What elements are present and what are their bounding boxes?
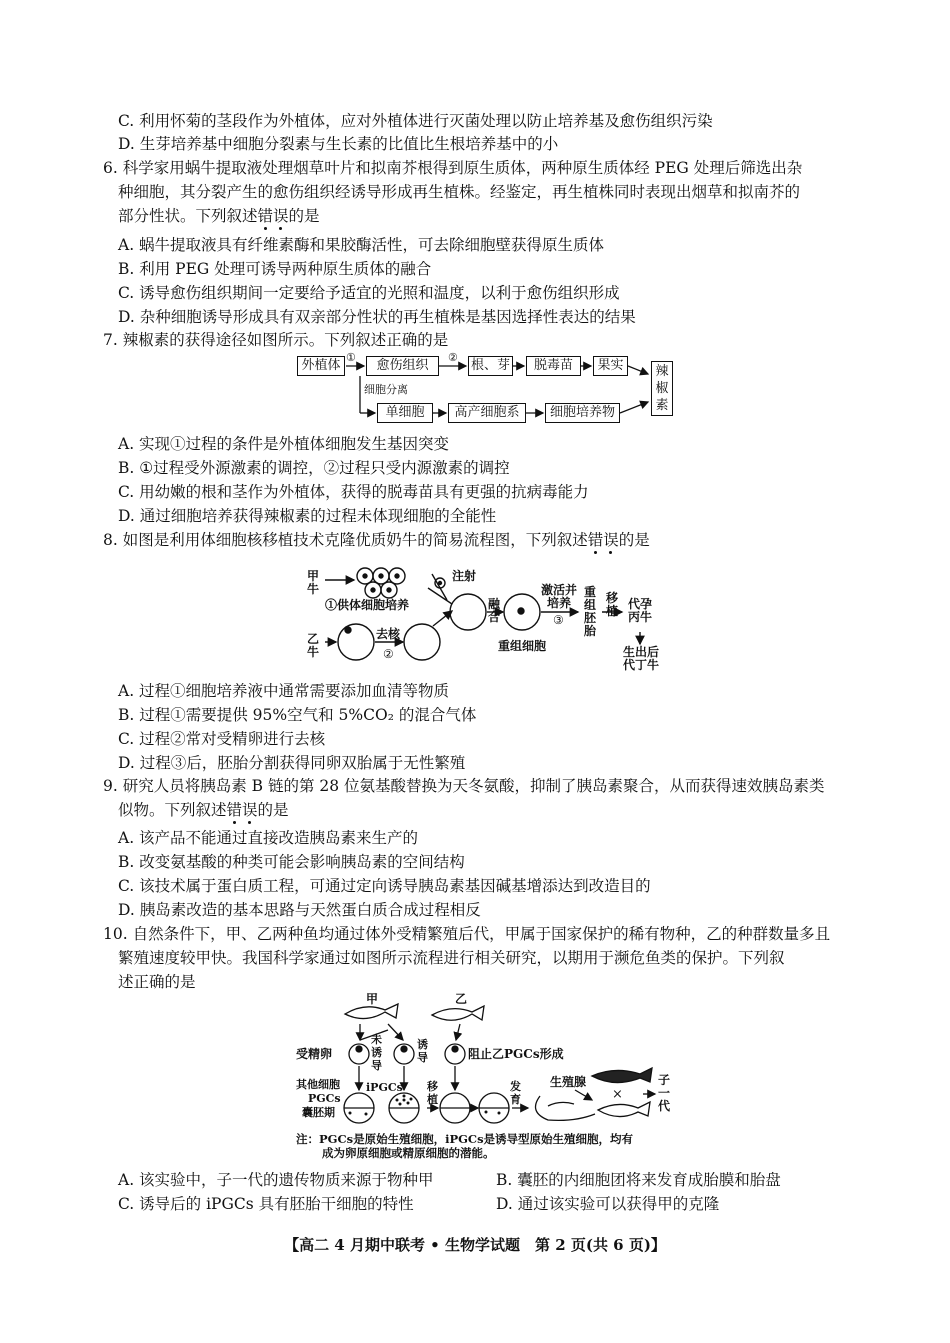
q6-stem-line1: 6. 科学家用蜗牛提取液处理烟草叶片和拟南芥根得到原生质体，两种原生质体经 PEG 处理后筛选出杂 bbox=[103, 159, 803, 177]
q7-box-fruit: 果实 bbox=[593, 356, 628, 376]
q8-label-offspring: 生出后代丁牛 bbox=[622, 645, 659, 672]
q10-label-fertilized: 受精卵 bbox=[296, 1047, 333, 1061]
q10-stem-line1: 10. 自然条件下，甲、乙两种鱼均通过体外受精繁殖后代，甲属于国家保护的稀有物种，乙的种群数量多且 bbox=[103, 925, 831, 943]
q8-option-c: C. 过程②常对受精卵进行去核 bbox=[118, 730, 326, 748]
q5-option-c: C. 利用怀菊的茎段作为外植体，应对外植体进行灭菌处理以防止培养基及愈伤组织污染 bbox=[118, 112, 713, 130]
q8-label-cow-b: 乙牛 bbox=[307, 632, 320, 659]
q7-box-seedling: 脱毒苗 bbox=[526, 356, 581, 376]
q7-option-c: C. 用幼嫩的根和茎作为外植体，获得的脱毒苗具有更强的抗病毒能力 bbox=[118, 483, 589, 501]
q9-stem-line1: 9. 研究人员将胰岛素 B 链的第 28 位氨基酸替换为天冬氨酸，抑制了胰岛素聚合，从而获得速效胰岛素类 bbox=[103, 777, 825, 795]
q10-label-offspring: 子一代 bbox=[658, 1073, 671, 1113]
q8-label-inject: 注射 bbox=[452, 569, 477, 583]
q9-option-a: A. 该产品不能通过直接改造胰岛素来生产的 bbox=[118, 829, 419, 847]
q7-box-single-cell: 单细胞 bbox=[377, 403, 433, 423]
q10-label-fish-a: 甲 bbox=[366, 992, 379, 1006]
q10-option-a: A. 该实验中，子一代的遗传物质来源于物种甲 bbox=[118, 1171, 434, 1189]
q7-step1: ① bbox=[346, 351, 356, 364]
q9-stem-line2: 似物。下列叙述错误的是 bbox=[118, 801, 289, 819]
q7-box-root-bud: 根、芽 bbox=[468, 356, 513, 376]
q7-box-culture: 细胞培养物 bbox=[545, 403, 620, 423]
q9-option-d: D. 胰岛素改造的基本思路与天然蛋白质合成过程相反 bbox=[118, 901, 481, 919]
page-footer: 【高二 4 月期中联考 • 生物学试题 第 2 页(共 6 页)】 bbox=[284, 1236, 666, 1254]
q7-box-explant: 外植体 bbox=[297, 356, 345, 376]
q10-label-induced: 诱导 bbox=[417, 1038, 428, 1064]
q8-label-cow-a: 甲牛 bbox=[307, 569, 320, 596]
q8-option-d: D. 过程③后，胚胎分割获得同卵双胎属于无性繁殖 bbox=[118, 754, 466, 772]
q5-option-d: D. 生芽培养基中细胞分裂素与生长素的比值比生根培养基中的小 bbox=[118, 135, 559, 153]
q7-box-high-yield: 高产细胞系 bbox=[448, 403, 526, 423]
q7-stem: 7. 辣椒素的获得途径如图所示。下列叙述正确的是 bbox=[103, 331, 449, 349]
q8-label-reconstructed: 重组细胞 bbox=[498, 639, 547, 653]
q6-option-d: D. 杂种细胞诱导形成具有双亲部分性状的再生植株是基因选择性表达的结果 bbox=[118, 308, 636, 326]
q10-label-not-induced: 未诱导 bbox=[371, 1033, 382, 1072]
q10-option-c: C. 诱导后的 iPGCs 具有胚胎干细胞的特性 bbox=[118, 1195, 414, 1213]
q10-label-blastocyst: 囊胚期 bbox=[302, 1106, 335, 1119]
q10-label-ipgcs: iPGCs bbox=[366, 1081, 403, 1094]
q7-step2: ② bbox=[448, 351, 458, 364]
q6-stem-line2: 种细胞，其分裂产生的愈伤组织经诱导形成再生植株。经鉴定，再生植株同时表现出烟草和拟南芥的 bbox=[118, 183, 801, 201]
q10-label-cross: × bbox=[612, 1087, 623, 1102]
q10-option-b: B. 囊胚的内细胞团将来发育成胎膜和胎盘 bbox=[496, 1171, 781, 1189]
q8-label-activate: 激活并培养 bbox=[540, 583, 577, 610]
q8-label-surrogate: 代孕丙牛 bbox=[627, 597, 652, 624]
q10-label-fish-b: 乙 bbox=[455, 992, 468, 1006]
q10-label-develop: 发育 bbox=[510, 1080, 521, 1106]
q7-box-callus: 愈伤组织 bbox=[366, 356, 439, 376]
q6-option-a: A. 蜗牛提取液具有纤维素酶和果胶酶活性，可去除细胞壁获得原生质体 bbox=[118, 236, 605, 254]
q8-stem: 8. 如图是利用体细胞核移植技术克隆优质奶牛的简易流程图，下列叙述错误的是 bbox=[103, 531, 650, 549]
q6-stem-line3: 部分性状。下列叙述错误的是 bbox=[118, 207, 320, 225]
q7-option-a: A. 实现①过程的条件是外植体细胞发生基因突变 bbox=[118, 435, 450, 453]
q6-option-c: C. 诱导愈伤组织期间一定要给予适宜的光照和温度，以利于愈伤组织形成 bbox=[118, 284, 620, 302]
q10-stem-line2: 繁殖速度较甲快。我国科学家通过如图所示流程进行相关研究，以期用于濒危鱼类的保护。下列叙 bbox=[118, 949, 785, 967]
q8-step2: ② bbox=[383, 647, 394, 661]
q10-label-pgcs: PGCs bbox=[308, 1092, 341, 1105]
q8-option-b: B. 过程①需要提供 95%空气和 5%CO₂ 的混合气体 bbox=[118, 706, 477, 724]
q6-option-b: B. 利用 PEG 处理可诱导两种原生质体的融合 bbox=[118, 260, 432, 278]
q7-option-b: B. ①过程受外源激素的调控，②过程只受内源激素的调控 bbox=[118, 459, 510, 477]
q8-label-fuse: 融合 bbox=[488, 597, 501, 624]
q10-label-transplant: 移植 bbox=[427, 1080, 438, 1106]
q8-step3: ③ bbox=[553, 613, 564, 627]
q8-label-enucleate: 去核 bbox=[376, 627, 401, 641]
q10-note-line1: 注：PGCs是原始生殖细胞，iPGCs是诱导型原始生殖细胞，均有 bbox=[296, 1132, 634, 1146]
q7-label-separation: 细胞分离 bbox=[364, 383, 408, 396]
q8-option-a: A. 过程①细胞培养液中通常需要添加血清等物质 bbox=[118, 682, 450, 700]
q9-option-c: C. 该技术属于蛋白质工程，可通过定向诱导胰岛素基因碱基增添达到改造目的 bbox=[118, 877, 651, 895]
q10-label-block: 阻止乙PGCs形成 bbox=[468, 1047, 564, 1061]
q7-option-d: D. 通过细胞培养获得辣椒素的过程未体现细胞的全能性 bbox=[118, 507, 497, 525]
q10-label-other-cells: 其他细胞 bbox=[296, 1078, 340, 1091]
q8-label-transfer: 移植 bbox=[606, 591, 619, 618]
q8-label-embryo: 重组胚胎 bbox=[584, 585, 597, 638]
q10-option-d: D. 通过该实验可以获得甲的克隆 bbox=[496, 1195, 720, 1213]
q10-note-line2: 成为卵原细胞或精原细胞的潜能。 bbox=[322, 1146, 495, 1160]
q10-label-gonad: 生殖腺 bbox=[550, 1075, 587, 1089]
q9-option-b: B. 改变氨基酸的种类可能会影响胰岛素的空间结构 bbox=[118, 853, 465, 871]
q7-box-capsaicin: 辣椒素 bbox=[651, 361, 673, 416]
q10-stem-line3: 述正确的是 bbox=[118, 973, 196, 991]
q8-label-donor: ①供体细胞培养 bbox=[325, 598, 410, 612]
